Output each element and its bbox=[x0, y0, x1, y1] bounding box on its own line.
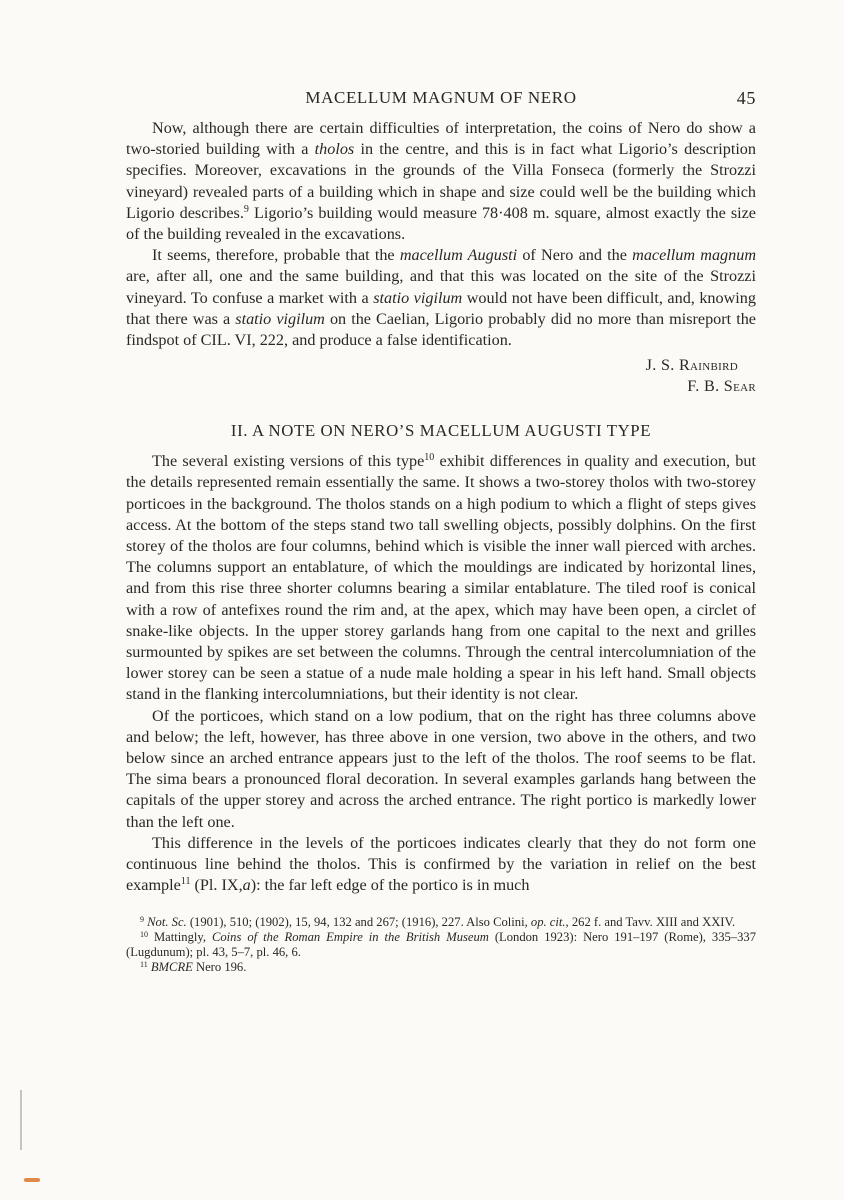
footnote-11: $^{11}$ BMCRE Nero 196. bbox=[140, 959, 247, 974]
footnote-ref-9: 9 bbox=[243, 203, 249, 215]
scan-margin-mark bbox=[20, 1090, 22, 1150]
page-number: 45 bbox=[736, 88, 756, 108]
footnote-9: $^9$ Not. Sc. (1901), 510; (1902), 15, 94, 132 and 267; (1916), 227. Also Colini, op. cit., 262 f. and Tavv. XIII and XXIV. bbox=[140, 914, 736, 929]
paragraph-levels: This difference in the levels of the porticoes indicates clearly that they do not form one continuous line behind the tholos. This is confirmed by the variation in relief on the best example$^{11}$ (Pl. IX,a): the far left edge of the portico is in much bbox=[126, 833, 756, 895]
paragraph-type-description: The several existing versions of this type$^{10}$ exhibit differences in quality and execution, but the details represented remain essentially the same. It shows a two-storey tholos with two-storey porticoes in the background. The tholos stands on a high podium to which a flight of steps gives access. At the bottom of the steps stand two tall swelling objects, possibly dolphins. On the first storey of the tholos are four columns, behind which is visible the inner wall pierced with arches. The columns support an entablature, of which the mouldings are indicated by horizontal lines, and from this rise three shorter columns bearing a similar entablature. The tiled roof is conical with a row of antefixes round the rim and, at the apex, which may have been open, a circlet of snake-like objects. In the upper storey garlands hang from one capital to the next and grilles surmounted by spikes are set between the columns. Through the central intercolumniation of the lower storey can be seen a statue of a nude male holding a spear in his left hand. Small objects stand in the flanking intercolumniations, but their identity is not clear. bbox=[126, 452, 756, 704]
footnotes bbox=[126, 915, 756, 975]
footnote-ref-10: 10 bbox=[424, 452, 435, 464]
footnote-ref-11: 11 bbox=[180, 876, 191, 888]
paragraph-conclusion: It seems, therefore, probable that the macellum Augusti of Nero and the macellum magnum are, after all, one and the same building, and that this was located on the site of the Strozzi vineyard. To confuse a market with a statio vigilum would not have been difficult, and, knowing that there was a statio vigilum on the Caelian, Ligorio probably did no more than misreport the findspot of CIL. VI, 222, and produce a false identification. bbox=[126, 246, 757, 350]
author-signature bbox=[126, 355, 756, 397]
paragraph-coins-of-nero: Now, although there are certain difficulties of interpretation, the coins of Nero do show a two-storied building with a tholos in the centre, and this is in fact what Ligorio’s description specifies. Moreover, excavations in the grounds of the Villa Fonseca (formerly the Strozzi vineyard) revealed parts of a building which in shape and size could well be the building which Ligorio describes.$^9$ Ligorio’s building would measure 78·408 m. square, almost exactly the size of the building revealed in the excavations. bbox=[126, 119, 756, 244]
running-title: MACELLUM MAGNUM OF NERO bbox=[305, 88, 577, 107]
author-rainbird: J. S. Rainbird bbox=[645, 356, 738, 375]
author-sear: F. B. Sear bbox=[687, 377, 756, 396]
running-head bbox=[126, 86, 756, 112]
page-body bbox=[126, 86, 756, 975]
section-heading: II. A NOTE ON NERO’S MACELLUM AUGUSTI TYPE bbox=[230, 421, 652, 441]
scan-margin-spot bbox=[24, 1178, 40, 1182]
paragraph-porticoes: Of the porticoes, which stand on a low podium, that on the right has three columns above and below; the left, however, has three above in one version, two above in the others, and two below since an arched entrance appears just to the left of the tholos. The roof seems to be flat. The sima bears a pronounced floral decoration. In several examples garlands hang between the capitals of the upper storey and across the arched entrance. The right portico is markedly lower than the left one. bbox=[126, 706, 756, 831]
footnote-10: $^{10}$ Mattingly, Coins of the Roman Empire in the British Museum (London 1923): Nero 191–197 (Rome), 335–337 (Lugdunum); pl. 43, 5–7, pl. 46, 6. bbox=[126, 929, 756, 959]
